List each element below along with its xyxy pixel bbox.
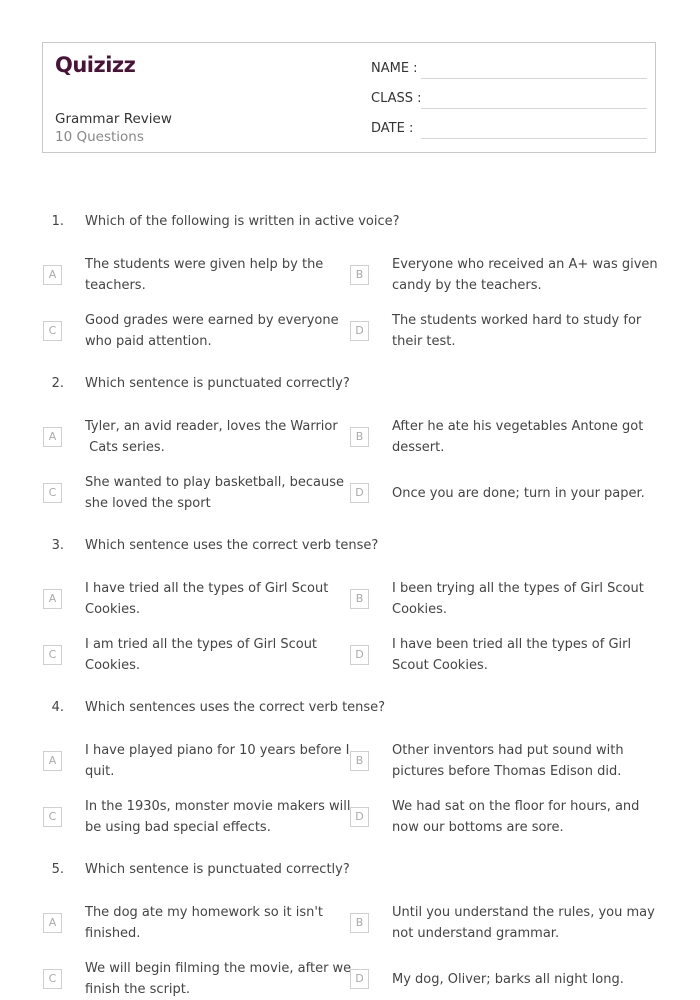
date-line [421,138,647,139]
option-text: In the 1930s, monster movie makers will be using bad special effects. [85,799,351,835]
option-box-c[interactable]: C [43,483,62,503]
option-box-b[interactable]: B [350,427,369,447]
question-text: Which sentence is punctuated correctly? [85,376,350,391]
option-box-a[interactable]: A [43,427,62,447]
question-number: 2. [51,376,64,391]
option-text: Other inventors had put sound with pictures before Thomas Edison did. [392,743,624,779]
option-text: Everyone who received an A+ was given candy by the teachers. [392,257,658,293]
option-box-a[interactable]: A [43,913,62,933]
question-text: Which sentence is punctuated correctly? [85,862,350,877]
option-box-a[interactable]: A [43,265,62,285]
option-box-b[interactable]: B [350,265,369,285]
option-text: The students were given help by the teachers. [85,257,324,293]
worksheet-title: Grammar Review [55,111,172,127]
option-box-c[interactable]: C [43,645,62,665]
question-text: Which sentences uses the correct verb tense? [85,700,386,715]
name-label: NAME : [371,61,418,76]
option-box-b[interactable]: B [350,589,369,609]
option-text: Until you understand the rules, you may not understand grammar. [392,905,655,941]
option-box-c[interactable]: C [43,321,62,341]
option-text: My dog, Oliver; barks all night long. [392,972,624,987]
option-box-d[interactable]: D [350,483,369,503]
option-box-c[interactable]: C [43,969,62,989]
option-text: Good grades were earned by everyone who paid attention. [85,313,339,349]
question-number: 1. [51,214,64,229]
option-text: I have played piano for 10 years before I quit. [85,743,350,779]
option-box-a[interactable]: A [43,751,62,771]
date-label: DATE : [371,121,414,136]
name-line [421,78,647,79]
option-box-b[interactable]: B [350,751,369,771]
option-text: After he ate his vegetables Antone got dessert. [392,419,644,455]
option-box-c[interactable]: C [43,807,62,827]
class-label: CLASS : [371,91,422,106]
option-text: The students worked hard to study for their test. [392,313,642,349]
option-box-d[interactable]: D [350,645,369,665]
class-line [421,108,647,109]
question-number: 4. [51,700,64,715]
quizizz-logo: Quizizz [55,53,136,77]
option-text: I have been tried all the types of Girl Scout Cookies. [392,637,632,673]
option-text: We had sat on the floor for hours, and now our bottoms are sore. [392,799,640,835]
question-text: Which of the following is written in active voice? [85,214,400,229]
question-number: 3. [51,538,64,553]
option-text: The dog ate my homework so it isn't finished. [85,905,324,941]
question-count: 10 Questions [55,129,144,145]
option-text: She wanted to play basketball, because she loved the sport [85,475,345,511]
option-text: I been trying all the types of Girl Scout Cookies. [392,581,644,617]
option-box-b[interactable]: B [350,913,369,933]
option-text: Tyler, an avid reader, loves the Warrior Cats series. [85,419,338,455]
option-text: I have tried all the types of Girl Scout Cookies. [85,581,329,617]
worksheet-header [42,42,656,153]
option-text: We will begin filming the movie, after we finish the script. [85,961,352,997]
option-box-d[interactable]: D [350,321,369,341]
option-text: Once you are done; turn in your paper. [392,486,645,501]
option-box-d[interactable]: D [350,807,369,827]
option-box-a[interactable]: A [43,589,62,609]
option-text: I am tried all the types of Girl Scout Cookies. [85,637,318,673]
option-box-d[interactable]: D [350,969,369,989]
question-text: Which sentence uses the correct verb tense? [85,538,379,553]
question-number: 5. [51,862,64,877]
